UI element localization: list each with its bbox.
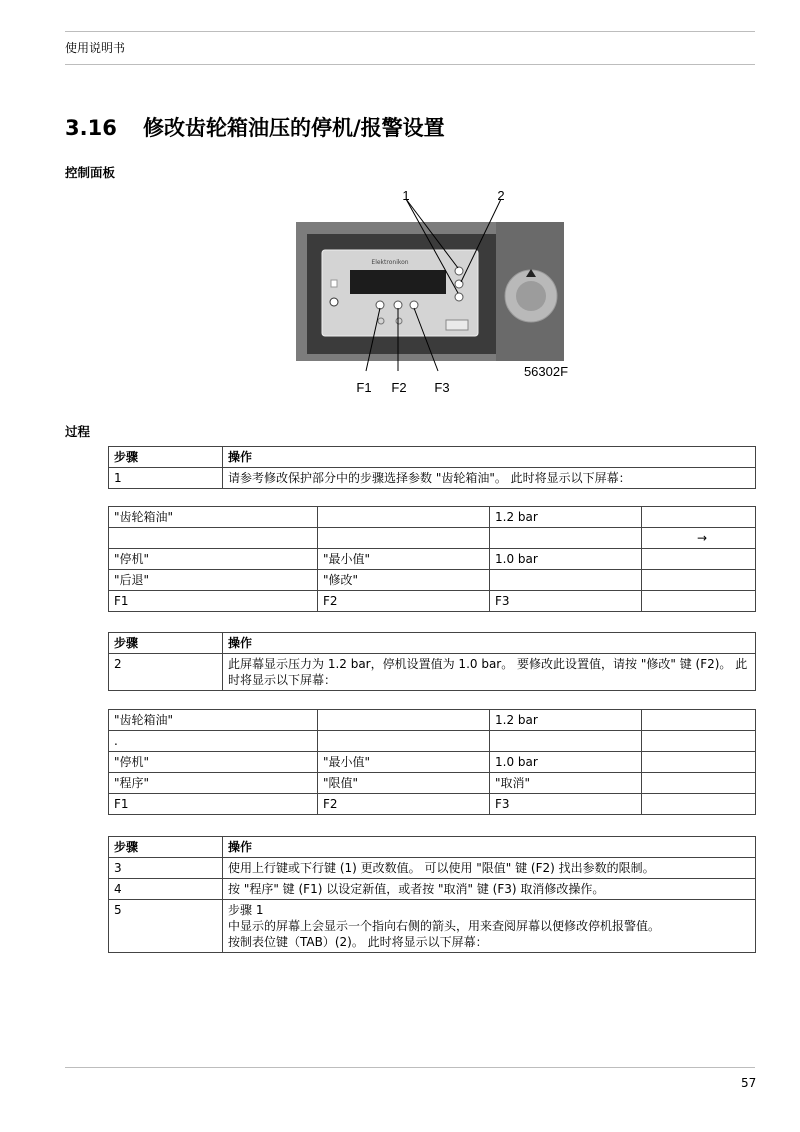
screen-cell: "最小值" bbox=[318, 549, 490, 570]
maker-logo-icon bbox=[446, 320, 468, 330]
step-action-cell: 使用上行键或下行键 (1) 更改数值。 可以使用 "限值" 键 (F2) 找出参数的限制。 bbox=[223, 858, 756, 879]
screen-row bbox=[109, 773, 756, 794]
step-header-cell: 步骤 bbox=[109, 633, 223, 654]
down-key-icon bbox=[455, 293, 463, 301]
control-panel-figure bbox=[296, 186, 596, 398]
screen-cell: F1 bbox=[109, 794, 318, 815]
screen-row bbox=[109, 528, 756, 549]
screen-cell: "修改" bbox=[318, 570, 490, 591]
screen-cell bbox=[490, 570, 642, 591]
action-header-cell: 操作 bbox=[223, 633, 756, 654]
screen-cell: 1.0 bar bbox=[490, 752, 642, 773]
screen-cell bbox=[318, 710, 490, 731]
screen-table-1 bbox=[108, 506, 756, 612]
screen-cell: F2 bbox=[318, 591, 490, 612]
screen-cell: "取消" bbox=[490, 773, 642, 794]
screen-cell: F3 bbox=[490, 794, 642, 815]
step-number-cell: 4 bbox=[109, 879, 223, 900]
screen-row bbox=[109, 710, 756, 731]
control-panel-diagram bbox=[296, 186, 596, 398]
step-table-1 bbox=[108, 446, 756, 489]
emergency-stop-button-icon bbox=[516, 281, 546, 311]
step-number-cell: 5 bbox=[109, 900, 223, 953]
screen-cell bbox=[642, 710, 756, 731]
step-number-cell: 1 bbox=[109, 468, 223, 489]
screen-cell: "限值" bbox=[318, 773, 490, 794]
screen-cell bbox=[318, 731, 490, 752]
screen-table-2 bbox=[108, 709, 756, 815]
screen-cell bbox=[490, 731, 642, 752]
control-panel-heading: 控制面板 bbox=[65, 165, 116, 180]
step-action-cell: 按 "程序" 键 (F1) 以设定新值，或者按 "取消" 键 (F3) 取消修改操作。 bbox=[223, 879, 756, 900]
step-action-line: 步骤 1 bbox=[228, 903, 264, 917]
screen-row bbox=[109, 570, 756, 591]
callout-label-1: 1 bbox=[402, 188, 410, 203]
action-header-cell: 操作 bbox=[223, 837, 756, 858]
screen-cell bbox=[642, 731, 756, 752]
action-header-cell: 操作 bbox=[223, 447, 756, 468]
up-key-icon bbox=[455, 267, 463, 275]
page-number: 57 bbox=[741, 1076, 757, 1090]
screen-row bbox=[109, 549, 756, 570]
step-table-2 bbox=[108, 632, 756, 691]
step-action-cell bbox=[223, 900, 756, 953]
screen-cell: F2 bbox=[318, 794, 490, 815]
figure-code: 56302F bbox=[523, 364, 569, 379]
callout-label-2: 2 bbox=[497, 188, 505, 203]
step-number-cell: 2 bbox=[109, 654, 223, 691]
screen-cell: 1.2 bar bbox=[490, 710, 642, 731]
screen-cell bbox=[642, 549, 756, 570]
screen-cell: 1.0 bar bbox=[490, 549, 642, 570]
step-header-cell: 步骤 bbox=[109, 447, 223, 468]
step-row bbox=[109, 858, 756, 879]
f1-key-icon bbox=[376, 301, 384, 309]
step-row bbox=[109, 468, 756, 489]
screen-cell: 1.2 bar bbox=[490, 507, 642, 528]
f3-key-icon bbox=[410, 301, 418, 309]
brand-label: Elektronikon bbox=[371, 259, 409, 266]
screen-cell: "后退" bbox=[109, 570, 318, 591]
screen-cell: F1 bbox=[109, 591, 318, 612]
step-table-header bbox=[109, 633, 756, 654]
screen-row bbox=[109, 752, 756, 773]
callout-label-f3: F3 bbox=[434, 380, 450, 395]
step-number-cell: 3 bbox=[109, 858, 223, 879]
f2-key-icon bbox=[394, 301, 402, 309]
stop-key-icon bbox=[330, 298, 338, 306]
step-header-cell: 步骤 bbox=[109, 837, 223, 858]
right-arrow-icon: → bbox=[642, 528, 756, 549]
screen-row bbox=[109, 731, 756, 752]
screen-row bbox=[109, 794, 756, 815]
screen-cell: "程序" bbox=[109, 773, 318, 794]
screen-cell: "齿轮箱油" bbox=[109, 710, 318, 731]
header-rule-bottom bbox=[65, 64, 755, 65]
screen-cell: "齿轮箱油" bbox=[109, 507, 318, 528]
step-action-cell: 请参考修改保护部分中的步骤选择参数 "齿轮箱油"。 此时将显示以下屏幕： bbox=[223, 468, 756, 489]
section-number: 3.16 bbox=[65, 116, 117, 140]
screen-cell bbox=[642, 752, 756, 773]
step-table-3 bbox=[108, 836, 756, 953]
callout-label-f1: F1 bbox=[356, 380, 372, 395]
screen-cell bbox=[109, 528, 318, 549]
screen-cell bbox=[642, 773, 756, 794]
step-row bbox=[109, 654, 756, 691]
footer-rule bbox=[65, 1067, 755, 1068]
callout-label-f2: F2 bbox=[391, 380, 407, 395]
screen-cell bbox=[642, 507, 756, 528]
screen-row bbox=[109, 507, 756, 528]
screen-cell: "最小值" bbox=[318, 752, 490, 773]
header-title: 使用说明书 bbox=[65, 41, 126, 55]
section-title-text: 修改齿轮箱油压的停机/报警设置 bbox=[143, 116, 445, 140]
screen-cell bbox=[318, 507, 490, 528]
step-action-cell: 此屏幕显示压力为 1.2 bar，停机设置值为 1.0 bar。 要修改此设置值，请按 "修改" 键 (F2)。 此时将显示以下屏幕： bbox=[223, 654, 756, 691]
start-key-icon bbox=[331, 280, 337, 287]
step-row bbox=[109, 879, 756, 900]
screen-cell: F3 bbox=[490, 591, 642, 612]
screen-cell bbox=[490, 528, 642, 549]
step-table-header bbox=[109, 837, 756, 858]
screen-cell bbox=[642, 570, 756, 591]
screen-cell bbox=[642, 794, 756, 815]
screen-row bbox=[109, 591, 756, 612]
procedure-heading: 过程 bbox=[65, 424, 91, 439]
step-table-header bbox=[109, 447, 756, 468]
lcd-display bbox=[350, 270, 446, 294]
screen-cell: "停机" bbox=[109, 549, 318, 570]
screen-cell bbox=[318, 528, 490, 549]
step-action-line: 中显示的屏幕上会显示一个指向右侧的箭头，用来查阅屏幕以便修改停机报警值。 bbox=[228, 919, 661, 933]
screen-cell: "停机" bbox=[109, 752, 318, 773]
step-row bbox=[109, 900, 756, 953]
section-title bbox=[65, 112, 445, 142]
header-rule-top bbox=[65, 31, 755, 32]
step-action-line: 按制表位键（TAB）(2)。 此时将显示以下屏幕： bbox=[228, 935, 488, 949]
screen-cell: . bbox=[109, 731, 318, 752]
screen-cell bbox=[642, 591, 756, 612]
